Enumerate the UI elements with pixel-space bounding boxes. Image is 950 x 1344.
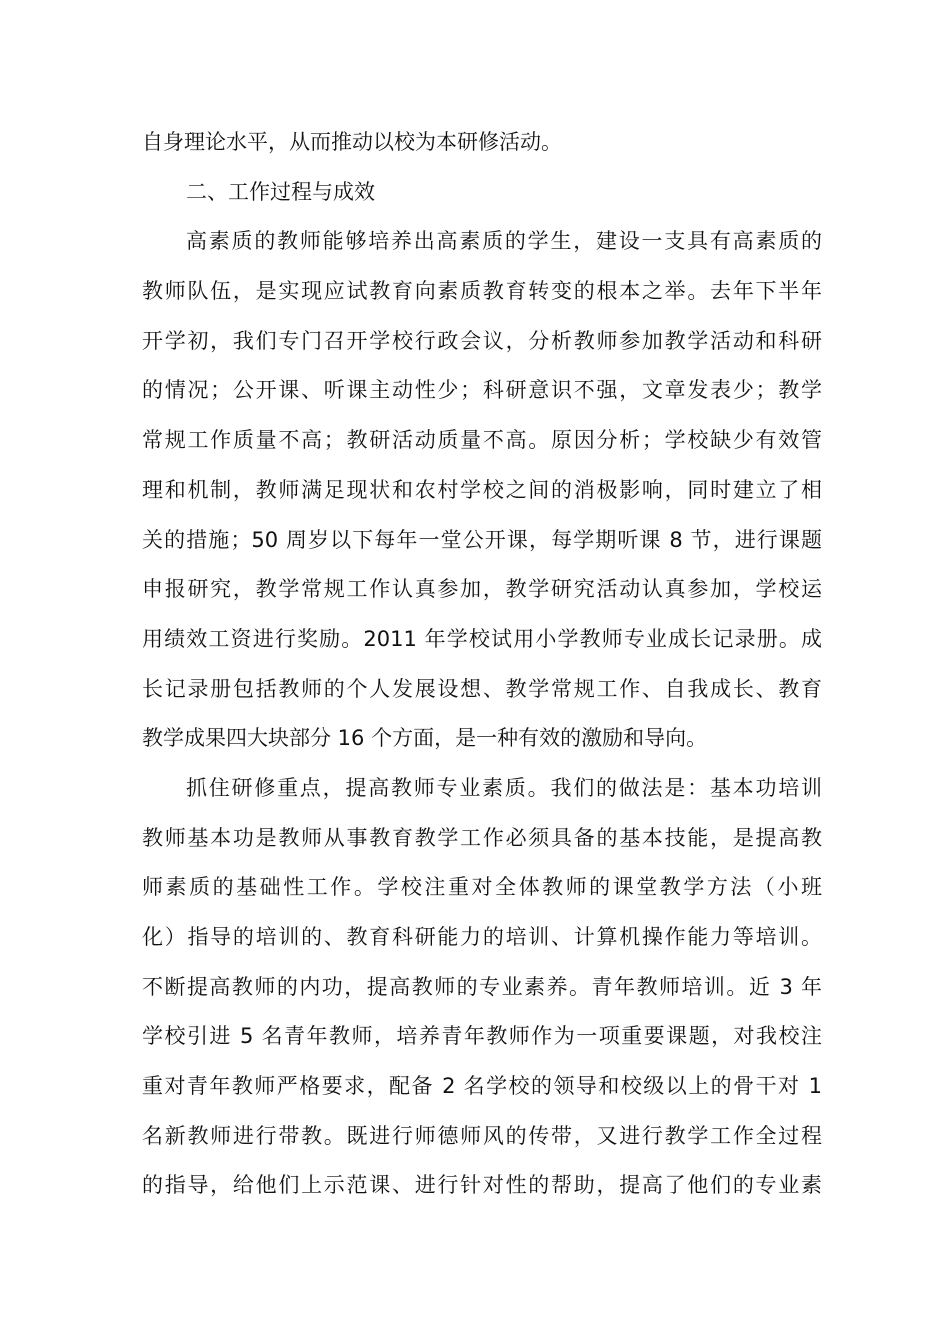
- text-line: 的情况；公开课、听课主动性少；科研意识不强，文章发表少；教学: [142, 378, 822, 403]
- text-line: 长记录册包括教师的个人发展设想、教学常规工作、自我成长、教育: [142, 676, 822, 701]
- text-line: 师素质的基础性工作。学校注重对全体教师的课堂教学方法（小班: [142, 875, 822, 900]
- text-line: 教师基本功是教师从事教育教学工作必须具备的基本技能，是提高教: [142, 825, 822, 850]
- text-line: 关的措施；50 周岁以下每年一堂公开课，每学期听课 8 节，进行课题: [142, 527, 822, 552]
- text-line: 不断提高教师的内功，提高教师的专业素养。青年教师培训。近 3 年: [142, 974, 822, 999]
- text-line: 学校引进 5 名青年教师，培养青年教师作为一项重要课题，对我校注: [142, 1024, 822, 1049]
- text-line: 教学成果四大块部分 16 个方面，是一种有效的激励和导向。: [142, 726, 708, 751]
- text-line: 高素质的教师能够培养出高素质的学生，建设一支具有高素质的: [186, 229, 822, 254]
- text-line: 的指导，给他们上示范课、进行针对性的帮助，提高了他们的专业素: [142, 1173, 822, 1198]
- text-line: 抓住研修重点，提高教师专业素质。我们的做法是：基本功培训: [186, 775, 822, 800]
- text-line: 用绩效工资进行奖励。2011 年学校试用小学教师专业成长记录册。成: [142, 626, 822, 651]
- text-line: 名新教师进行带教。既进行师德师风的传带，又进行教学工作全过程: [142, 1123, 822, 1148]
- text-line: 二、工作过程与成效: [186, 179, 375, 204]
- text-line: 化）指导的培训的、教育科研能力的培训、计算机操作能力等培训。: [142, 925, 822, 949]
- text-line: 教师队伍，是实现应试教育向素质教育转变的根本之举。去年下半年: [142, 279, 822, 304]
- text-line: 申报研究，教学常规工作认真参加，教学研究活动认真参加，学校运: [142, 577, 822, 602]
- text-line: 重对青年教师严格要求，配备 2 名学校的领导和校级以上的骨干对 1: [142, 1074, 822, 1099]
- text-line: 常规工作质量不高；教研活动质量不高。原因分析；学校缺少有效管: [142, 428, 822, 453]
- text-line: 理和机制，教师满足现状和农村学校之间的消极影响，同时建立了相: [142, 477, 822, 502]
- text-line: 开学初，我们专门召开学校行政会议，分析教师参加教学活动和科研: [142, 328, 822, 353]
- text-line: 自身理论水平，从而推动以校为本研修活动。: [142, 130, 562, 154]
- document-body: [142, 118, 822, 1211]
